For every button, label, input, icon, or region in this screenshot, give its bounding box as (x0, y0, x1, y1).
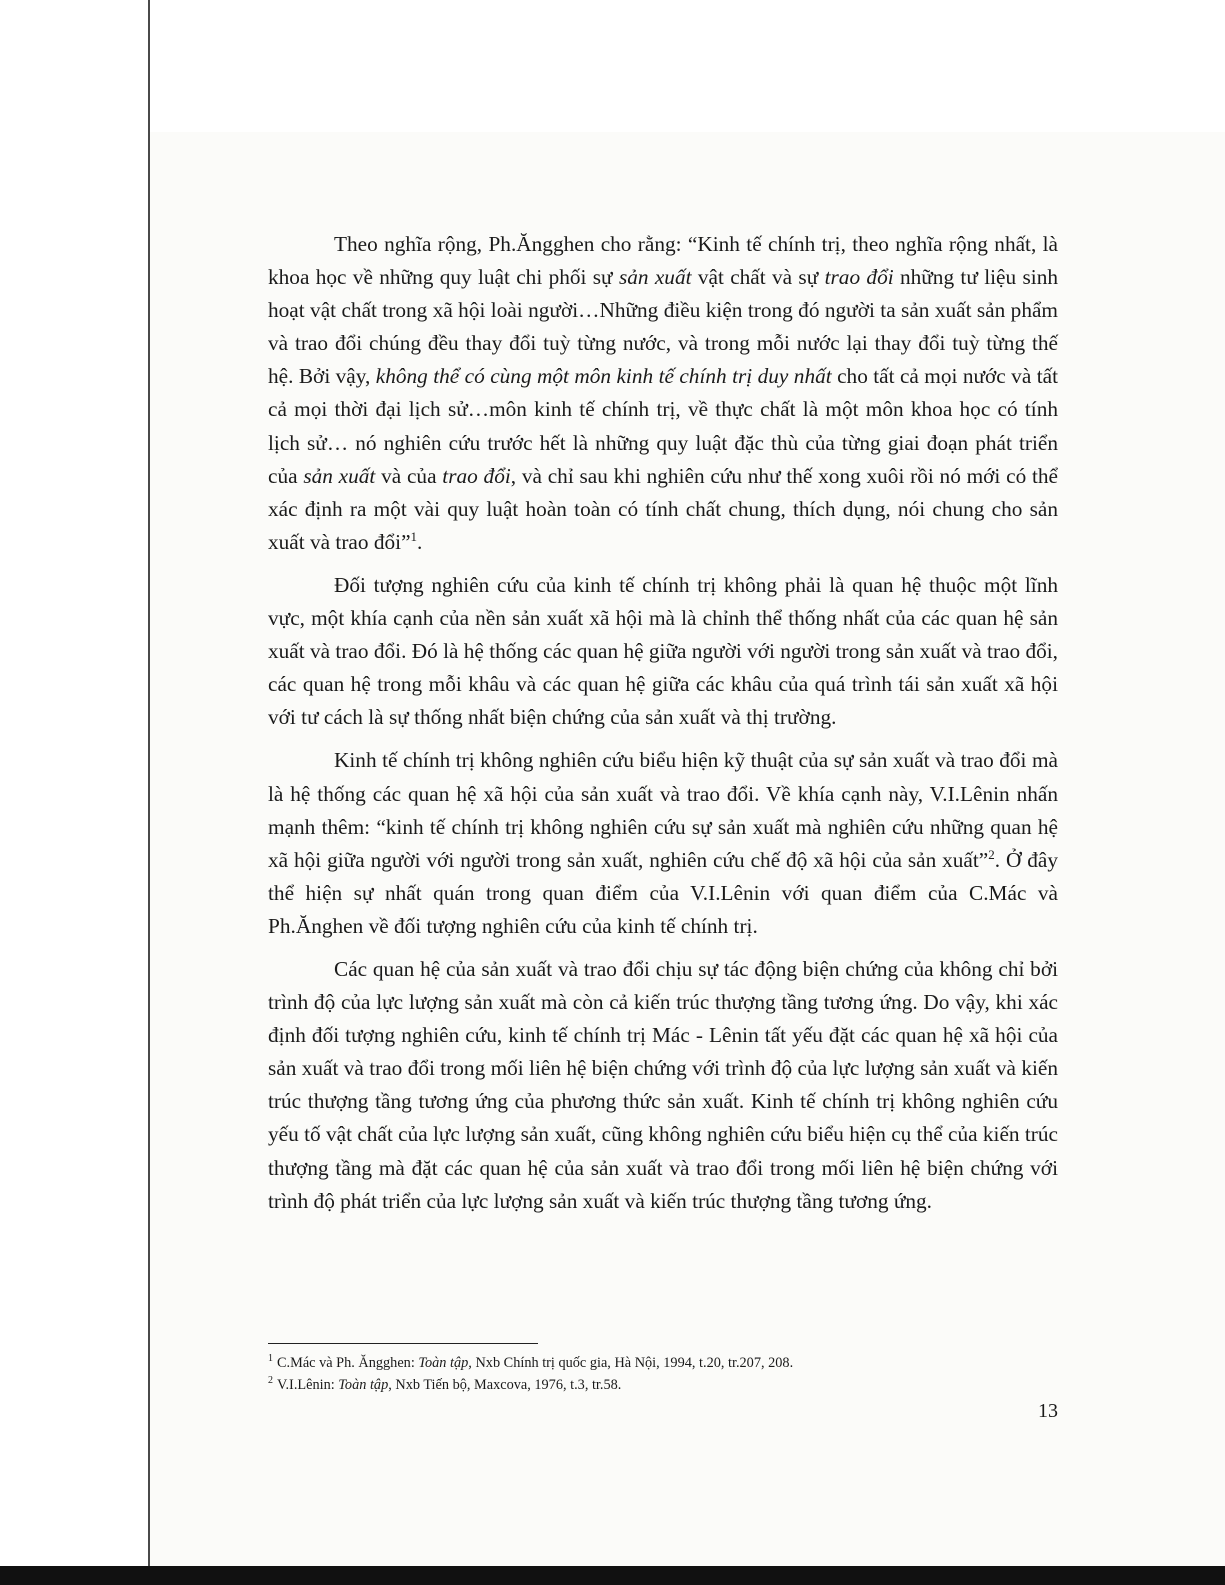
text-run: . (417, 529, 423, 554)
footnote-ref: 1 (410, 528, 418, 544)
text-run: , Nxb Tiến bộ, Maxcova, 1976, t.3, tr.58. (388, 1377, 622, 1393)
paragraph (268, 953, 1058, 1218)
italic-text: Toàn tập (338, 1377, 389, 1393)
footnotes (268, 1352, 1058, 1396)
text-run: V.I.Lênin: (277, 1377, 339, 1393)
scan-bottom-band (0, 1566, 1225, 1585)
italic-text: không thể có cùng một môn kinh tế chính trị duy nhất (375, 364, 832, 389)
text-run: Đối tượng nghiên cứu của kinh tế chính trị không phải là quan hệ thuộc một lĩnh vực, một khía cạnh của nền sản xuất xã hội mà là chỉnh thể thống nhất của các quan hệ sản xuất và trao đổi. Đó là hệ thống các quan hệ giữa người với người trong sản xuất và trao đổi, các quan hệ trong mỗi khâu và các quan hệ giữa các khâu của quá trình tái sản xuất xã hội với tư cách là sự thống nhất biện chứng của sản xuất và thị trường. (268, 572, 1058, 730)
footnote-separator (268, 1343, 538, 1344)
text-run: cho tất cả mọi nước và tất cả mọi thời đại lịch sử…môn kinh tế chính trị, về thực chất là một môn khoa học có tính lịch sử… nó nghiên cứu trước hết là những quy luật đặc thù của từng giai đoạn phát triển của (268, 364, 1058, 488)
text-run: Nxb Chính trị quốc gia, Hà Nội, 1994, t.20, tr.207, 208. (471, 1355, 794, 1371)
italic-text: sản xuất (303, 463, 376, 488)
paragraph (268, 569, 1058, 734)
text-run: , và chỉ sau khi nghiên cứu như thế xong xuôi rồi nó mới có thể xác định ra một vài quy luật hoàn toàn có tính chất chung, thích dụng, nói chung cho sản xuất và trao đổi” (268, 463, 1058, 554)
paragraph (268, 744, 1058, 943)
scan-top-band (150, 0, 1225, 132)
text-run: Các quan hệ của sản xuất và trao đổi chịu sự tác động biện chứng của không chỉ bởi trình độ của lực lượng sản xuất mà còn cả kiến trúc thượng tầng tương ứng. Do vậy, khi xác định đối tượng nghiên cứu, kinh tế chính trị Mác - Lênin tất yếu đặt các quan hệ xã hội của sản xuất và trao đổi trong mối liên hệ biện chứng với trình độ của lực lượng sản xuất và kiến trúc thượng tầng tương ứng của phương thức sản xuất. Kinh tế chính trị không nghiên cứu yếu tố vật chất của lực lượng sản xuất, cũng không nghiên cứu biểu hiện cụ thể của kiến trúc thượng tầng mà đặt các quan hệ của sản xuất và trao đổi trong mối liên hệ biện chứng với trình độ phát triển của lực lượng sản xuất và kiến trúc thượng tầng tương ứng. (268, 956, 1058, 1213)
text-run: Kinh tế chính trị không nghiên cứu biểu hiện kỹ thuật của sự sản xuất và trao đổi mà là hệ thống các quan hệ xã hội của sản xuất và trao đổi. Về khía cạnh này, V.I.Lênin nhấn mạnh thêm: “kinh tế chính trị không nghiên cứu sự sản xuất mà nghiên cứu những quan hệ xã hội giữa người với người trong sản xuất, nghiên cứu chế độ xã hội của sản xuất” (268, 748, 1058, 872)
text-run: . Ở đây thể hiện sự nhất quán trong quan điểm của V.I.Lênin với quan điểm của C.Mác và Ph.Ănghen về đối tượng nghiên cứu của kinh tế chính trị. (268, 847, 1058, 938)
text-run: vật chất và sự (691, 265, 825, 290)
text-run: những tư liệu sinh hoạt vật chất trong xã hội loài người…Những điều kiện trong đó người ta sản xuất sản phẩm và trao đổi chúng đều thay đổi tuỳ từng nước, và trong mỗi nước lại thay đổi tuỳ từng thế hệ. Bởi vậy, (268, 265, 1058, 389)
italic-text: Toàn tập, (418, 1355, 472, 1371)
body-text (268, 228, 1058, 1228)
italic-text: sản xuất (618, 265, 692, 290)
footnote-ref: 2 (268, 1375, 273, 1387)
scan-left-margin (0, 0, 148, 1585)
paragraph (268, 228, 1058, 559)
text-run: và của (375, 463, 443, 488)
footnote-1 (268, 1352, 1058, 1374)
italic-text: trao đổi (824, 265, 894, 290)
text-run: Theo nghĩa rộng, Ph.Ăngghen cho rằng: “Kinh tế chính trị, theo nghĩa rộng nhất, là khoa học về những quy luật chi phối sự (268, 232, 1058, 290)
text-run: C.Mác và Ph. Ăngghen: (277, 1355, 419, 1371)
footnote-2 (268, 1374, 1058, 1396)
footnote-ref: 1 (268, 1353, 273, 1365)
footnote-ref: 2 (988, 846, 995, 862)
page-number: 13 (1038, 1400, 1058, 1422)
italic-text: trao đổi (442, 463, 511, 488)
